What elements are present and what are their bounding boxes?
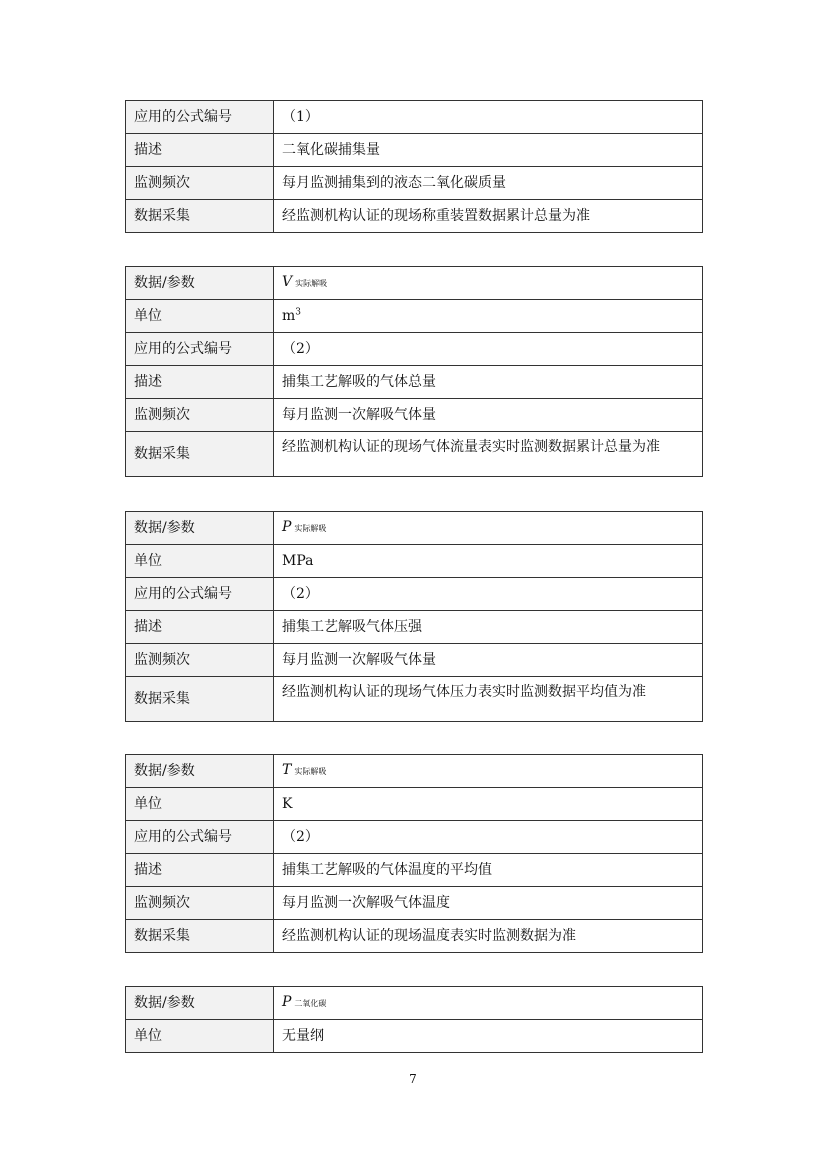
row-label: 数据采集 bbox=[126, 432, 274, 477]
row-label: 数据采集 bbox=[126, 920, 274, 953]
table-row bbox=[126, 512, 703, 545]
param-symbol-cell bbox=[274, 267, 703, 300]
param-symbol: T bbox=[282, 762, 292, 778]
unit-value: 无量纲 bbox=[274, 1020, 703, 1053]
table-row bbox=[126, 887, 703, 920]
table-row bbox=[126, 578, 703, 611]
unit-value: MPa bbox=[274, 545, 703, 578]
table-row bbox=[126, 545, 703, 578]
table-row bbox=[126, 101, 703, 134]
row-label: 监测频次 bbox=[126, 887, 274, 920]
row-label: 监测频次 bbox=[126, 644, 274, 677]
table-row bbox=[126, 134, 703, 167]
row-value: 每月监测一次解吸气体量 bbox=[274, 644, 703, 677]
p-desorption-table bbox=[125, 511, 703, 722]
unit-label: 单位 bbox=[126, 545, 274, 578]
unit-superscript: 3 bbox=[295, 307, 302, 318]
table-row bbox=[126, 267, 703, 300]
p-co2-table bbox=[125, 986, 703, 1053]
row-label: 描述 bbox=[126, 134, 274, 167]
row-label: 数据采集 bbox=[126, 200, 274, 233]
table-row bbox=[126, 821, 703, 854]
table-row bbox=[126, 644, 703, 677]
unit-label: 单位 bbox=[126, 1020, 274, 1053]
param-label: 数据/参数 bbox=[126, 512, 274, 545]
table-row bbox=[126, 788, 703, 821]
table-row bbox=[126, 300, 703, 333]
row-value: 经监测机构认证的现场称重装置数据累计总量为准 bbox=[274, 200, 703, 233]
row-value: 捕集工艺解吸气体压强 bbox=[274, 611, 703, 644]
row-value: 经监测机构认证的现场气体流量表实时监测数据累计总量为准 bbox=[274, 432, 703, 477]
row-label: 数据采集 bbox=[126, 677, 274, 722]
table-row bbox=[126, 677, 703, 722]
param-symbol: P bbox=[282, 519, 292, 535]
table-row bbox=[126, 987, 703, 1020]
param-subscript: 实际解吸 bbox=[294, 767, 327, 776]
formula-1-table bbox=[125, 100, 703, 233]
table-row bbox=[126, 854, 703, 887]
param-subscript: 二氧化碳 bbox=[294, 999, 327, 1008]
table-row bbox=[126, 611, 703, 644]
row-value: 捕集工艺解吸的气体总量 bbox=[274, 366, 703, 399]
row-value: 二氧化碳捕集量 bbox=[274, 134, 703, 167]
param-symbol: P bbox=[282, 994, 292, 1010]
row-value: （2） bbox=[274, 578, 703, 611]
param-symbol: V bbox=[282, 274, 293, 290]
row-label: 描述 bbox=[126, 854, 274, 887]
v-desorption-table bbox=[125, 266, 703, 477]
row-label: 应用的公式编号 bbox=[126, 821, 274, 854]
table-row bbox=[126, 755, 703, 788]
table-row bbox=[126, 167, 703, 200]
row-value: 经监测机构认证的现场温度表实时监测数据为准 bbox=[274, 920, 703, 953]
page-number: 7 bbox=[409, 1072, 417, 1086]
param-symbol-cell bbox=[274, 512, 703, 545]
row-label: 应用的公式编号 bbox=[126, 578, 274, 611]
unit-cell bbox=[274, 300, 703, 333]
row-value: 每月监测捕集到的液态二氧化碳质量 bbox=[274, 167, 703, 200]
row-value: （2） bbox=[274, 333, 703, 366]
row-value: （1） bbox=[274, 101, 703, 134]
param-subscript: 实际解吸 bbox=[295, 279, 328, 288]
unit-label: 单位 bbox=[126, 788, 274, 821]
row-value: 每月监测一次解吸气体温度 bbox=[274, 887, 703, 920]
row-value: 捕集工艺解吸的气体温度的平均值 bbox=[274, 854, 703, 887]
row-label: 监测频次 bbox=[126, 167, 274, 200]
row-value: 经监测机构认证的现场气体压力表实时监测数据平均值为准 bbox=[274, 677, 703, 722]
table-row bbox=[126, 920, 703, 953]
unit-label: 单位 bbox=[126, 300, 274, 333]
unit-base: m bbox=[282, 308, 296, 324]
row-label: 应用的公式编号 bbox=[126, 333, 274, 366]
param-label: 数据/参数 bbox=[126, 755, 274, 788]
table-row bbox=[126, 399, 703, 432]
param-label: 数据/参数 bbox=[126, 267, 274, 300]
unit-value: K bbox=[274, 788, 703, 821]
t-desorption-table bbox=[125, 754, 703, 953]
row-label: 描述 bbox=[126, 611, 274, 644]
table-row bbox=[126, 200, 703, 233]
table-row bbox=[126, 432, 703, 477]
table-row bbox=[126, 1020, 703, 1053]
row-value: 每月监测一次解吸气体量 bbox=[274, 399, 703, 432]
param-symbol-cell bbox=[274, 987, 703, 1020]
row-value: （2） bbox=[274, 821, 703, 854]
param-symbol-cell bbox=[274, 755, 703, 788]
row-label: 监测频次 bbox=[126, 399, 274, 432]
row-label: 描述 bbox=[126, 366, 274, 399]
table-row bbox=[126, 333, 703, 366]
row-label: 应用的公式编号 bbox=[126, 101, 274, 134]
table-row bbox=[126, 366, 703, 399]
param-label: 数据/参数 bbox=[126, 987, 274, 1020]
param-subscript: 实际解吸 bbox=[294, 524, 327, 533]
